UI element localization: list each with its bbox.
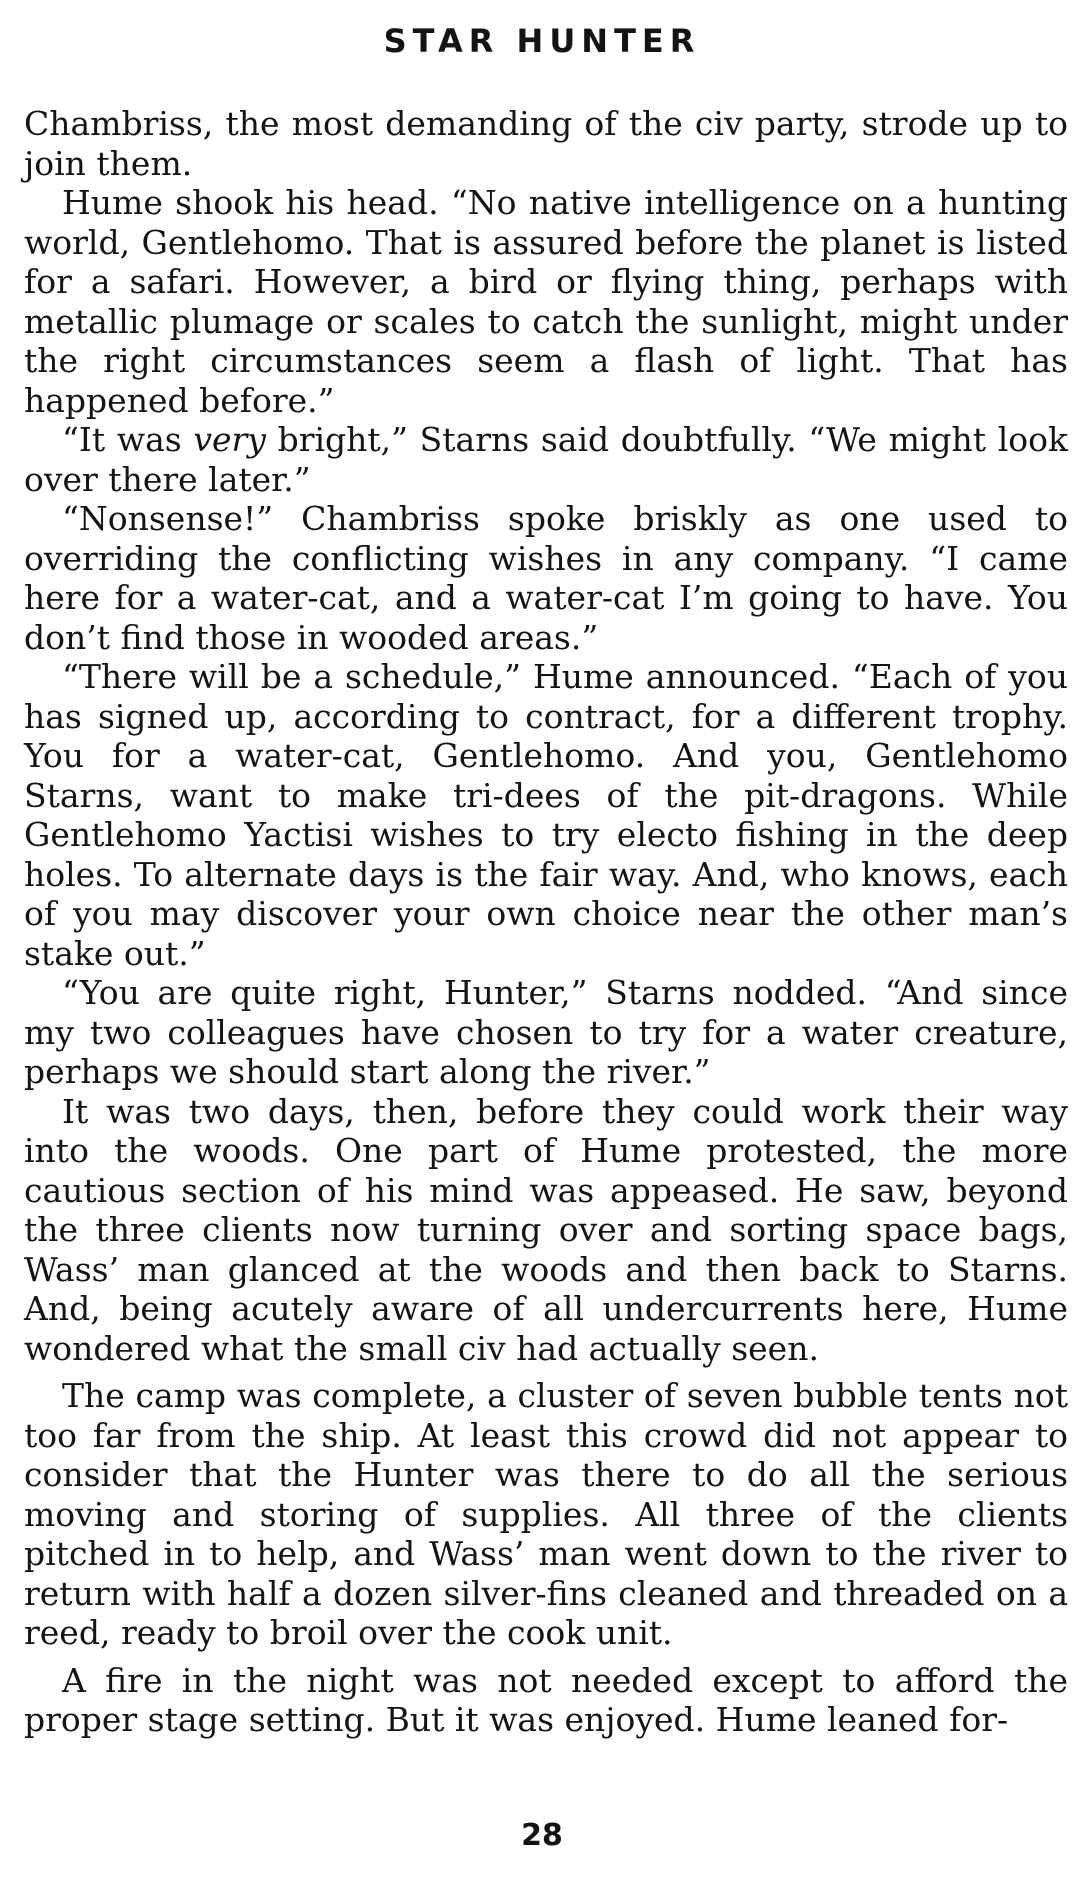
paragraph-text: bright,” Starns said doubtfully. “We might look over there later.” [24, 420, 1068, 499]
paragraph: Hume shook his head. “No native intelligence on a hunting world, Gentlehomo. That is assured before the planet is listed for a safari. However, a bird or flying thing, perhaps with metallic plumage or scales to catch the sunlight, might under the right circumstances seem a flash of light. That has happened before.” [24, 183, 1068, 420]
paragraph: “Nonsense!” Chambriss spoke briskly as one used to overriding the conflicting wishes in any company. “I came here for a water-cat, and a water-cat I’m going to have. You don’t find those in wooded areas.” [24, 499, 1068, 657]
paragraph-text: “It was [62, 420, 194, 459]
paragraph [24, 420, 1068, 499]
paragraph: “There will be a schedule,” Hume announced. “Each of you has signed up, according to contract, for a different trophy. You for a water-cat, Gentlehomo. And you, Gentlehomo Starns, want to make tri-dees of the pit-dragons. While Gentlehomo Yactisi wishes to try electo fishing in the deep holes. To alternate days is the fair way. And, who knows, each of you may discover your own choice near the other man’s stake out.” [24, 657, 1068, 973]
paragraph: Chambriss, the most demanding of the civ party, strode up to join them. [24, 104, 1068, 183]
body-text [24, 104, 1068, 1740]
paragraph: The camp was complete, a cluster of seven bubble tents not too far from the ship. At least this crowd did not appear to consider that the Hunter was there to do all the serious moving and storing of supplies. All three of the clients pitched in to help, and Wass’ man went down to the river to return with half a dozen silver-fins cleaned and threaded on a reed, ready to broil over the cook unit. [24, 1376, 1068, 1652]
page-number: 28 [521, 1818, 563, 1853]
paragraph: A fire in the night was not needed except to afford the proper stage setting. But it was enjoyed. Hume leaned for- [24, 1660, 1068, 1739]
paragraph: It was two days, then, before they could work their way into the woods. One part of Hume protested, the more cautious section of his mind was appeased. He saw, beyond the three clients now turning over and sorting space bags, Wass’ man glanced at the woods and then back to Starns. And, being acutely aware of all undercurrents here, Hume wondered what the small civ had actually seen. [24, 1091, 1068, 1368]
emphasis-text: very [193, 420, 266, 459]
paragraph: “You are quite right, Hunter,” Starns nodded. “And since my two colleagues have chosen to try for a water creature, perhaps we should start along the river.” [24, 973, 1068, 1091]
running-head: STAR HUNTER [383, 22, 701, 60]
